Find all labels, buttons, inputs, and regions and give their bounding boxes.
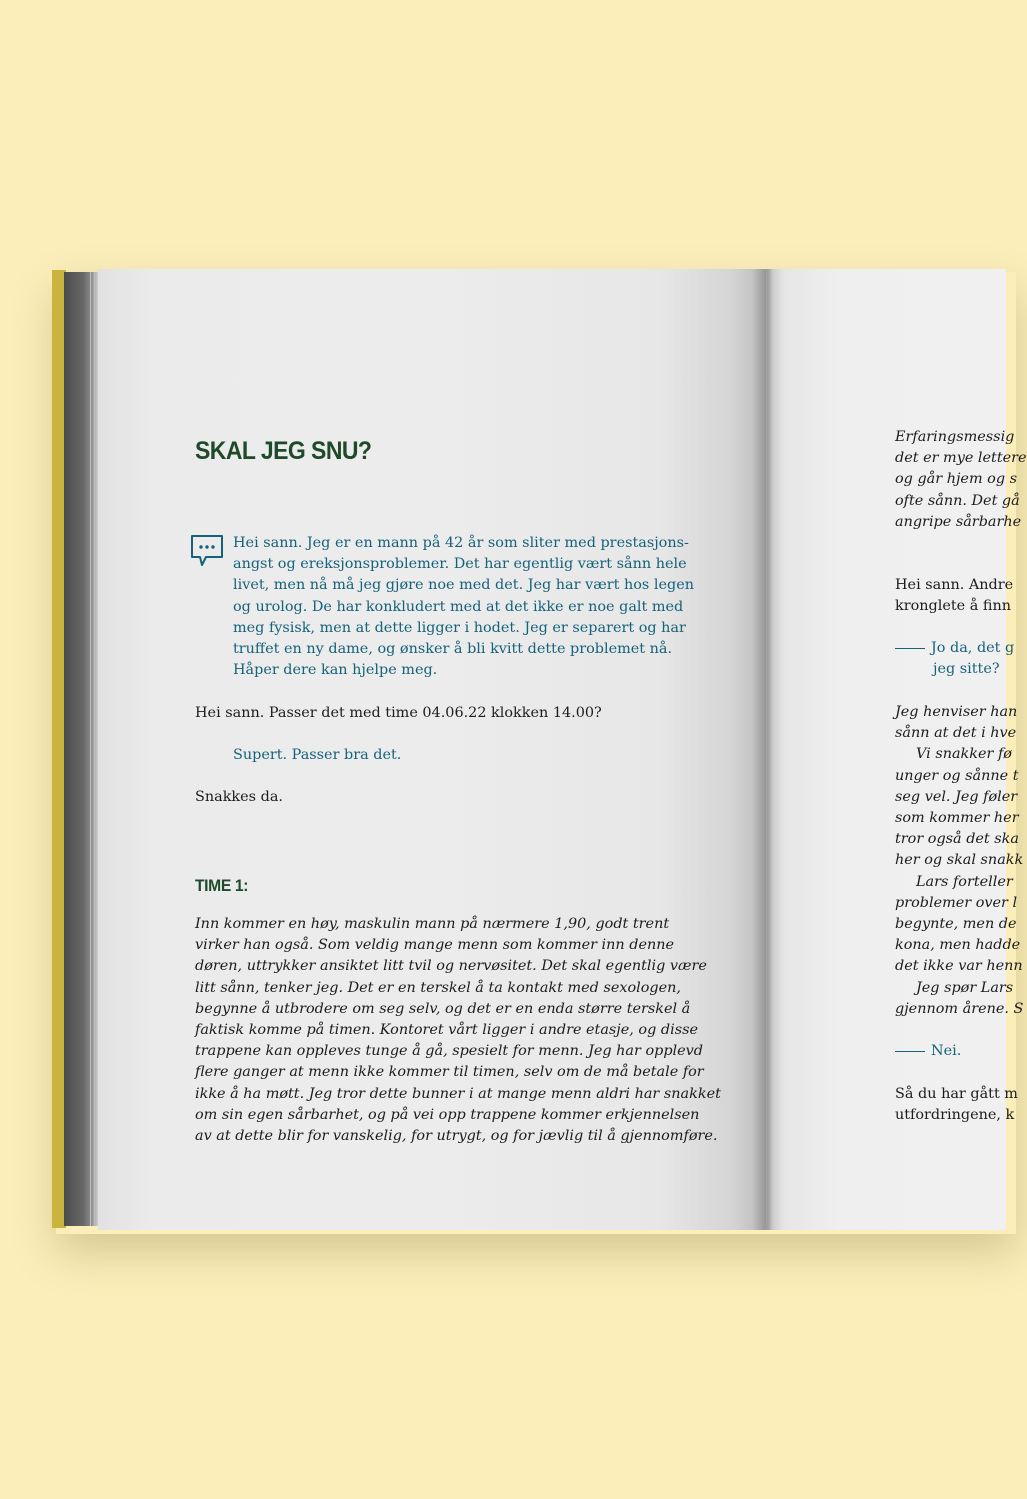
narrative-line: ikke å ha møtt. Jeg tror dette bunner i at mange menn aldri har snakket [195, 1085, 721, 1102]
text-line: seg vel. Jeg føler [895, 788, 1018, 805]
narrative-line: litt sånn, tenker jeg. Det er en terskel å ta kontakt med sexologen, [195, 979, 681, 996]
right-dialog-1 [895, 638, 1014, 680]
text-line: unger og sånne t [895, 767, 1019, 784]
text-line: Jeg spør Lars [916, 979, 1014, 996]
chat-bubble-icon [190, 533, 224, 569]
right-paragraph-1 [895, 427, 1027, 533]
narrative-paragraph [195, 914, 721, 1147]
message-line: meg fysisk, men at dette ligger i hodet. Jeg er separert og har [233, 619, 686, 636]
text-line: utfordringene, k [895, 1107, 1015, 1124]
text-line: Vi snakker fø [916, 746, 1012, 763]
right-paragraph-2 [895, 575, 1013, 617]
text-line: problemer over l [895, 894, 1018, 911]
narrative-line: flere ganger at menn ikke kommer til timen, selv om de må betale for [195, 1064, 704, 1081]
message-line: Hei sann. Jeg er en mann på 42 år som sliter med prestasjons- [233, 535, 689, 551]
message-line: livet, men nå må jeg gjøre noe med det. Jeg har vært hos legen [233, 577, 694, 594]
narrative-line: faktisk komme på timen. Kontoret vårt ligger i andre etasje, og disse [195, 1022, 698, 1039]
right-paragraph-4 [895, 1084, 1018, 1126]
dialog-dash [895, 1051, 925, 1052]
narrative-line: døren, uttrykker ansiktet litt tvil og nervøsitet. Det skal egentlig være [195, 958, 707, 975]
text-line: Hei sann. Andre [895, 577, 1014, 593]
message-line: og urolog. De har konkludert med at det ikke er noe galt med [233, 598, 684, 615]
text-line: Jo da, det g [931, 640, 1015, 656]
text-line: Jeg henviser han [895, 704, 1018, 720]
text-line: Lars forteller [916, 873, 1013, 890]
message-line: Håper dere kan hjelpe meg. [233, 662, 438, 679]
client-reply: Supert. Passer bra det. [233, 747, 402, 763]
text-line: Nei. [931, 1043, 962, 1059]
section-heading: TIME 1: [195, 876, 249, 895]
client-message [233, 533, 694, 681]
text-line: sånn at det i hve [895, 725, 1017, 742]
therapist-reply: Hei sann. Passer det med time 04.06.22 klokken 14.00? [195, 705, 602, 721]
text-line: kronglete å finn [895, 598, 1012, 615]
narrative-line: av at dette blir for vanskelig, for utrygt, og for jævlig til å gjennomføre. [195, 1128, 718, 1145]
text-line: her og skal snakk [895, 852, 1024, 869]
text-line: jeg sitte? [933, 661, 1000, 678]
narrative-line: begynne å utbrodere om seg selv, og det er en enda større terskel å [195, 1000, 691, 1017]
narrative-line: virker han også. Som veldig mange menn som kommer inn denne [195, 937, 675, 954]
text-line: angripe sårbarhe [895, 513, 1022, 530]
narrative-line: trappene kan oppleves tunge å gå, spesielt for menn. Jeg har opplevd [195, 1043, 704, 1060]
right-dialog-2 [895, 1041, 961, 1062]
text-line: som kommer her [895, 810, 1019, 827]
text-line: og går hjem og s [895, 471, 1017, 488]
text-line: kona, men hadde [895, 937, 1021, 954]
text-line: Så du har gått m [895, 1086, 1018, 1102]
text-line: gjennom årene. S [895, 1000, 1024, 1017]
therapist-closing: Snakkes da. [195, 789, 283, 805]
text-line: begynte, men de [895, 916, 1017, 933]
text-line: Erfaringsmessig [895, 429, 1015, 445]
right-paragraph-3 [895, 702, 1023, 1020]
narrative-line: Inn kommer en høy, maskulin mann på nærmere 1,90, godt trent [195, 916, 670, 932]
chapter-heading: SKAL JEG SNU? [195, 437, 372, 465]
text-line: ofte sånn. Det gå [895, 492, 1020, 509]
narrative-line: om sin egen sårbarhet, og på vei opp trappene kommer erkjennelsen [195, 1106, 700, 1123]
text-line: det er mye lettere [895, 450, 1027, 467]
dialog-dash [895, 648, 925, 649]
message-line: truffet en ny dame, og ønsker å bli kvitt dette problemet nå. [233, 641, 673, 658]
text-line: det ikke var henn [895, 958, 1023, 975]
message-line: angst og ereksjonsproblemer. Det har egentlig vært sånn hele [233, 556, 687, 573]
right-page-content [766, 269, 1027, 1230]
page-stack-edge [64, 272, 98, 1226]
text-line: tror også det ska [895, 831, 1019, 848]
